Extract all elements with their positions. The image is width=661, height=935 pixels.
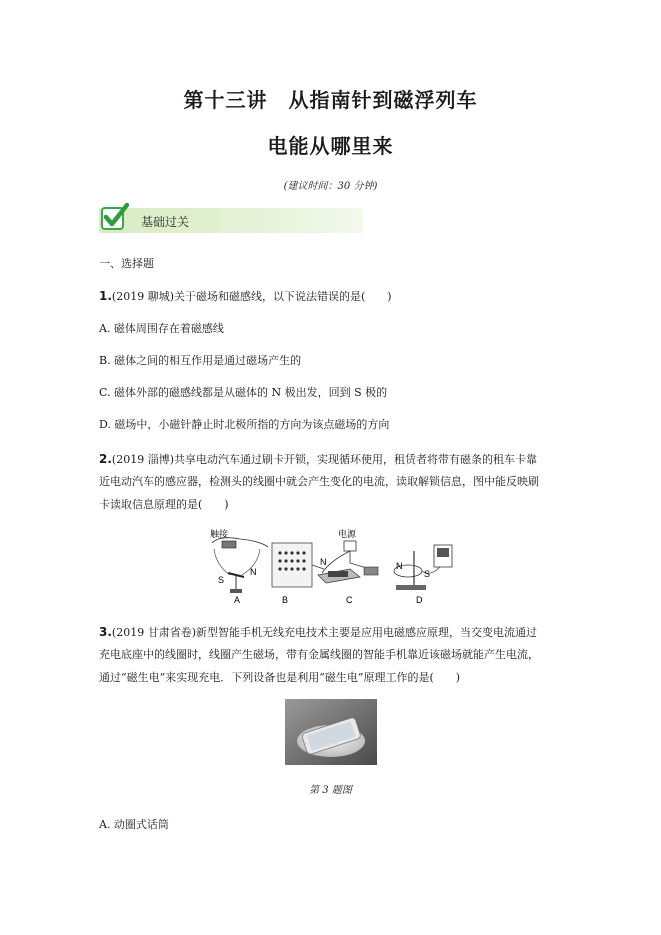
figure-a-top-text: 触接	[210, 529, 229, 539]
question-text: (2019 聊城)关于磁场和磁感线，以下说法错误的是( )	[111, 290, 392, 303]
section-heading: 一、选择题	[99, 257, 154, 270]
figure-d-pole-s: S	[424, 569, 431, 579]
figure-d-pole-n: N	[396, 561, 403, 571]
figure-d-diagram	[394, 545, 452, 590]
question-number: 2.	[99, 452, 112, 466]
option-c: C. 磁体外部的磁感线都是从磁体的 N 极出发，回到 S 极的	[99, 386, 388, 399]
check-icon	[101, 202, 129, 230]
figure-label-b: B	[282, 595, 289, 605]
option-a: A. 动圈式话筒	[99, 818, 169, 831]
option-b: B. 磁体之间的相互作用是通过磁场产生的	[99, 354, 302, 367]
question-number: 3.	[99, 625, 112, 639]
banner-label: 基础过关	[141, 215, 190, 229]
figure-b-diagram	[272, 543, 324, 587]
question-2-figure	[200, 525, 460, 607]
question-2-line-2: 近电动汽车的感应器，检测头的线圈中就会产生变化的电流，读取解锁信息，图中能反映刷	[99, 475, 539, 488]
question-2-line-1	[99, 452, 537, 467]
page-title: 第十三讲 从指南针到磁浮列车	[183, 88, 478, 112]
figure-label-d: D	[416, 595, 423, 605]
question-2-line-3: 卡读取信息原理的是( )	[99, 498, 229, 511]
figure-b-pole-n: N	[320, 557, 327, 567]
question-3-line-3: 通过“磁生电”来实现充电．下列设备也是利用“磁生电”原理工作的是( )	[99, 671, 461, 684]
figure-caption: 第 3 题图	[309, 785, 352, 796]
question-text: (2019 淄博)共享电动汽车通过刷卡开锁，实现循环使用，租赁者将带有磁条的租车卡靠	[111, 453, 537, 466]
section-banner	[99, 208, 363, 233]
figure-label-a: A	[234, 595, 241, 605]
page-subtitle: 电能从哪里来	[267, 134, 394, 158]
question-3-line-2: 充电底座中的线圈时，线圈产生磁场，带有金属线圈的智能手机靠近该磁场就能产生电流，	[99, 648, 539, 661]
figure-a-pole-s: S	[218, 575, 225, 585]
option-a: A. 磁体周围存在着磁感线	[99, 322, 224, 335]
figure-label-c: C	[346, 595, 353, 605]
option-d: D. 磁场中，小磁针静止时北极所指的方向为该点磁场的方向	[99, 418, 390, 431]
wireless-charger-photo	[285, 699, 377, 765]
figure-c-diagram	[318, 541, 378, 583]
question-3-line-1	[99, 625, 537, 640]
figure-a-pole-n: N	[250, 567, 257, 577]
time-note: (建议时间：30 分钟)	[283, 181, 378, 192]
question-number: 1.	[99, 289, 112, 303]
question-text: (2019 甘肃省卷)新型智能手机无线充电技术主要是应用电磁感应原理，当交变电流通过	[111, 626, 537, 639]
figure-c-top-text: 电源	[338, 529, 357, 539]
question-1-stem	[99, 289, 392, 304]
